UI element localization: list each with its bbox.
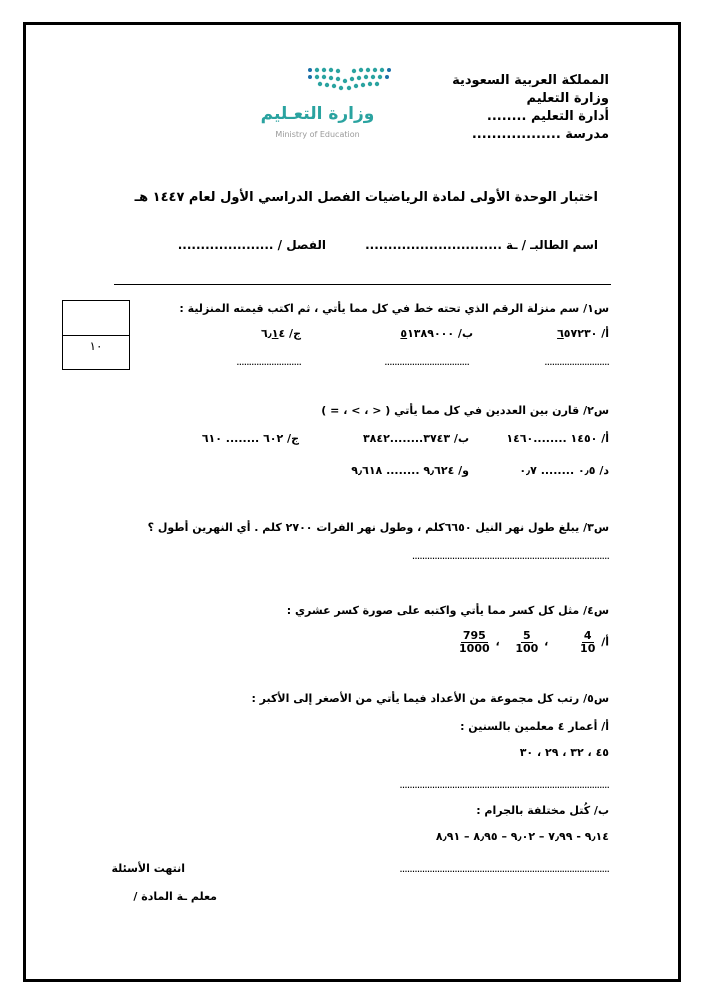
q4-sep-1: ،: [544, 635, 549, 649]
q2-b: ب/ ٣٧٤٣........٣٨٤٢: [362, 432, 469, 445]
end-of-questions: انتهت الأسئلة: [111, 862, 185, 875]
q5-b-values: ٩٫١٤ - ٧٫٩٩ – ٩٫٠٢ – ٨٫٩٥ – ٨٫٩١: [435, 830, 609, 843]
q2-a: أ/ ١٤٥٠ ........١٤٦٠: [506, 432, 609, 445]
q1-b-prefix: ب/: [454, 327, 473, 340]
q4-fraction-2: [513, 630, 540, 655]
q4-f3-num: 795: [462, 629, 486, 642]
q1-answer-b: ..................................: [384, 355, 469, 368]
q4-prefix: أ/: [601, 635, 609, 649]
exam-title: اختبار الوحدة الأولى لمادة الرياضيات الفصل الدراسي الأول لعام ١٤٤٧ هـ: [134, 190, 598, 205]
q5-a-label: أ/ أعمار ٤ معلمين بالسنين :: [460, 720, 609, 733]
q4-sep-2: ،: [495, 635, 500, 649]
logo-dots-icon: [255, 60, 425, 100]
q1-c-underlined: ١: [271, 327, 279, 340]
q4-fraction-3: [457, 630, 492, 655]
q2-text: س٢/ قارن بين العددين في كل مما يأتي ( < ، > ، = ): [321, 404, 609, 417]
school-line: مدرسة ..................: [471, 127, 609, 142]
q5-a-values: ٤٥ ، ٣٢ ، ٢٩ ، ٣٠: [519, 746, 609, 759]
q4-text: س٤/ مثل كل كسر مما يأتي واكتبه على صورة كسر عشري :: [286, 604, 609, 617]
q5-b-answer: ....................................................................................: [399, 862, 609, 875]
q4-f2-den: 100: [515, 642, 539, 655]
score-divider: [63, 335, 129, 336]
q3-answer: ...............................................................................: [411, 549, 609, 562]
ministry-logo: [255, 60, 425, 150]
header-block: [452, 72, 609, 144]
q1-c-rest: ٤: [278, 327, 286, 340]
ministry-line: وزارة التعليم: [526, 91, 609, 106]
admin-line: أدارة التعليم ........: [486, 109, 609, 124]
score-value: ١٠: [89, 339, 103, 353]
q5-text: س٥/ رتب كل مجموعة من الأعداد فيما يأتي من الأصغر إلى الأكبر :: [251, 692, 609, 705]
q5-b-label: ب/ كُتل مختلفة بالجرام :: [476, 804, 609, 817]
q1-answer-c: ..........................: [236, 355, 301, 368]
q1-a: [557, 327, 609, 340]
teacher-signature-label: معلم ـة المادة /: [133, 890, 217, 903]
q2-e: و/ ٩٫٦٢٤ ........ ٩٫٦١٨: [351, 464, 469, 477]
q1-a-rest: ٥٧٢٣٠: [563, 327, 598, 340]
q4-f1-den: 10: [580, 642, 596, 655]
q1-c-prefix: ج/ ٦٫: [260, 327, 301, 340]
student-name-label: اسم الطالبـ / ـة ..............................: [365, 238, 598, 252]
q4-f3-den: 1000: [459, 642, 490, 655]
q4-fractions: [457, 630, 609, 655]
score-box: [62, 300, 130, 370]
q1-answer-a: ..........................: [544, 355, 609, 368]
q1-b-underlined: ٥: [400, 327, 408, 340]
class-label: الفصل / .....................: [177, 238, 326, 252]
q1-b: [400, 327, 473, 340]
q1-b-rest: ١٣٨٩٠٠٠: [407, 327, 455, 340]
q4-f1-num: 4: [583, 629, 592, 642]
q1-text: س١/ سم منزلة الرقم الذي تحته خط في كل مما يأتي ، ثم اكتب قيمته المنزلية :: [179, 302, 609, 315]
q4-fraction-1: [578, 630, 597, 655]
q1-c: [261, 327, 301, 340]
q1-a-prefix: أ/: [597, 327, 609, 340]
q5-a-answer: ....................................................................................: [399, 778, 609, 791]
logo-english: Ministry of Education: [275, 130, 360, 139]
logo-arabic: وزارة التعـليم: [260, 104, 375, 124]
q4-f2-num: 5: [523, 629, 531, 642]
separator-line: [114, 284, 611, 285]
q1-a-underlined: ٦: [557, 327, 564, 340]
q2-d: د/ ٠٫٥ ........ ٠٫٧: [519, 464, 609, 477]
q2-c: ج/ ٦٠٢ ........ ٦١٠: [201, 432, 299, 445]
q3-text: س٣/ يبلغ طول نهر النيل ٦٦٥٠كلم ، وطول نهر الفرات ٢٧٠٠ كلم . أي النهرين أطول ؟: [147, 521, 609, 534]
kingdom-line: المملكة العربية السعودية: [452, 73, 609, 88]
